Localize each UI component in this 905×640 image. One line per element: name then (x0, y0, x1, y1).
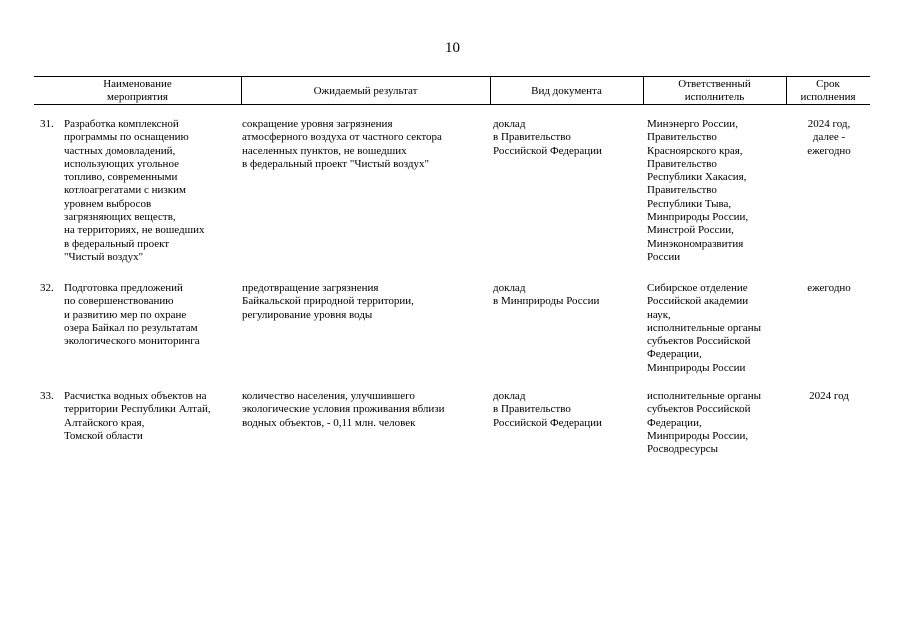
row-document: доклад в Правительство Российской Федерации (493, 118, 602, 157)
row-name: Подготовка предложений по совершенствованию и развитию мер по охране озера Байкал по результатам экологического мониторинга (64, 282, 200, 348)
row-document: доклад в Минприроды России (493, 282, 600, 308)
row-number: 33. (40, 390, 54, 402)
row-term: 2024 год, далее - ежегодно (807, 118, 851, 157)
page-number: 10 (445, 40, 460, 56)
header-result: Ожидаемый результат (313, 84, 418, 97)
table-header-bottom-rule (34, 104, 870, 105)
row-term: ежегодно (807, 282, 851, 294)
row-document: доклад в Правительство Российской Федерации (493, 390, 602, 429)
header-name: Наименование мероприятия (103, 78, 172, 103)
row-result: предотвращение загрязнения Байкальской природной территории, регулирование уровня воды (242, 282, 414, 321)
row-name: Разработка комплексной программы по оснащению частных домовладений, использующих угольное топливо, современными котлоагрегатами с низким уровнем выбросов загрязняющих веществ, на территориях, не вошедших в федеральный проект "Чистый воздух" (64, 118, 205, 263)
row-result: сокращение уровня загрязнения атмосферного воздуха от частного сектора населенных пунктов, не вошедших в федеральный проект "Чистый воздух" (242, 118, 442, 170)
row-number: 31. (40, 118, 54, 130)
table-header-top-rule (34, 76, 870, 77)
row-name: Расчистка водных объектов на территории Республики Алтай, Алтайского края, Томской области (64, 390, 211, 442)
header-term: Срок исполнения (800, 78, 856, 103)
row-executor: исполнительные органы субъектов Российской Федерации, Минприроды России, Росводресурсы (647, 390, 762, 456)
row-result: количество населения, улучшившего экологические условия проживания вблизи водных объектов, - 0,11 млн. человек (242, 390, 445, 429)
row-term: 2024 год (809, 390, 849, 402)
row-executor: Минэнерго России, Правительство Красноярского края, Правительство Республики Хакасия, Правительство Республики Тыва, Минприроды России, Минстрой России, Минэкономразвития России (647, 118, 749, 263)
row-executor: Сибирское отделение Российской академии наук, исполнительные органы субъектов Российской Федерации, Минприроды России (647, 282, 762, 374)
row-number: 32. (40, 282, 54, 294)
header-executor: Ответственный исполнитель (678, 78, 751, 103)
header-document: Вид документа (531, 84, 602, 97)
